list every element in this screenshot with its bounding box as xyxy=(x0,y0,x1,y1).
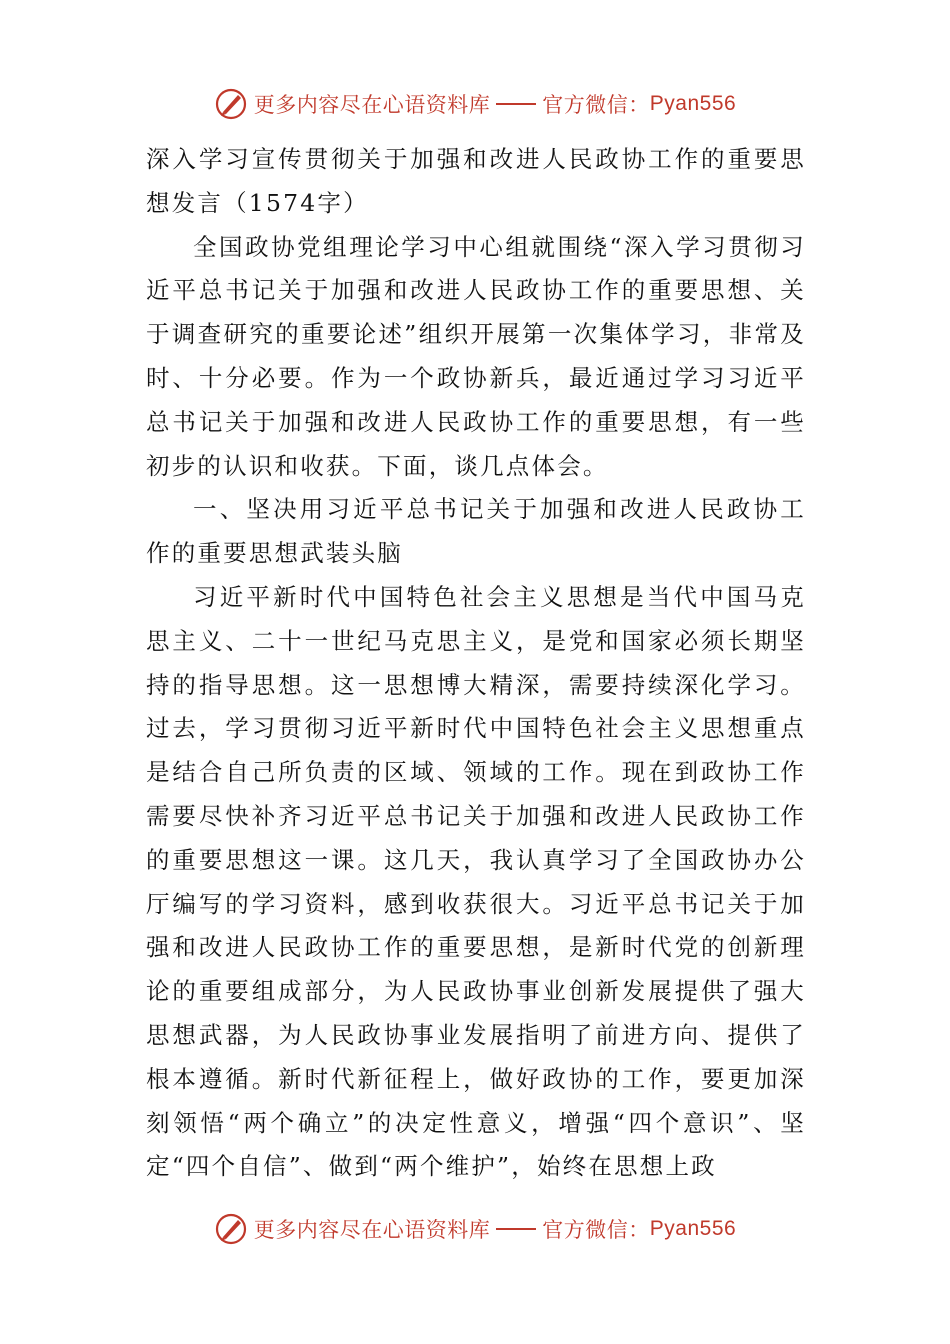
banner-text: 更多内容尽在心语资料库 xyxy=(253,93,491,117)
pen-circle-icon xyxy=(214,1212,248,1246)
section-heading-1: 一、坚决用习近平总书记关于加强和改进人民政协工作的重要思想武装头脑 xyxy=(146,495,806,568)
pen-circle-icon xyxy=(214,87,248,121)
footer-banner xyxy=(0,1209,950,1249)
banner-text: 更多内容尽在心语资料库 xyxy=(253,1218,491,1242)
header-banner xyxy=(0,84,950,124)
banner-wechat-id: Pyan556 xyxy=(649,92,737,115)
document-body xyxy=(146,138,806,1189)
banner-label: 官方微信： xyxy=(542,93,650,117)
banner-divider xyxy=(496,1228,536,1230)
paragraph-section-1: 习近平新时代中国特色社会主义思想是当代中国马克思主义、二十一世纪马克思主义，是党和国家必须长期坚持的指导思想。这一思想博大精深，需要持续深化学习。过去，学习贯彻习近平新时代中国特色社会主义思想重点是结合自己所负责的区域、领域的工作。现在到政协工作需要尽快补齐习近平总书记关于加强和改进人民政协工作的重要思想这一课。这几天，我认真学习了全国政协办公厅编写的学习资料，感到收获很大。习近平总书记关于加强和改进人民政协工作的重要思想，是新时代党的创新理论的重要组成部分，为人民政协事业创新发展提供了强大思想武器，为人民政协事业发展指明了前进方向、提供了根本遵循。新时代新征程上，做好政协的工作，要更加深刻领悟“两个确立”的决定性意义，增强“四个意识”、坚定“四个自信”、做到“两个维护”，始终在思想上政 xyxy=(146,582,806,1181)
banner-label: 官方微信： xyxy=(542,1218,650,1242)
banner-wechat-id: Pyan556 xyxy=(649,1217,737,1240)
banner-divider xyxy=(496,103,536,105)
paragraph-intro: 全国政协党组理论学习中心组就围绕“深入学习贯彻习近平总书记关于加强和改进人民政协工作的重要思想、关于调查研究的重要论述”组织开展第一次集体学习，非常及时、十分必要。作为一个政协新兵，最近通过学习习近平总书记关于加强和改进人民政协工作的重要思想，有一些初步的认识和收获。下面，谈几点体会。 xyxy=(146,232,806,480)
document-title: 深入学习宣传贯彻关于加强和改进人民政协工作的重要思想发言（1574字） xyxy=(146,145,806,217)
